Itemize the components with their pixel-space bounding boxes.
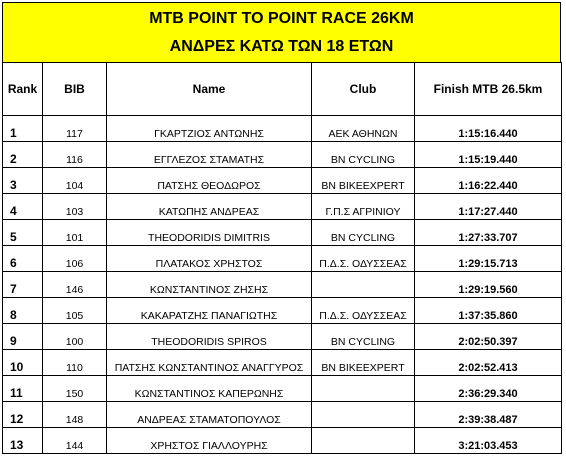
table-row [3, 272, 562, 298]
club-cell: Γ.Π.Σ ΑΓΡΙΝΙΟΥ [312, 194, 415, 220]
rider-name-cell: ΠΑΤΣΗΣ ΚΩΝΣΤΑΝΤΙΝΟΣ ΑΝΑΓΓΥΡΟΣ [107, 350, 312, 376]
club-cell [312, 376, 415, 402]
finish-time-cell: 2:39:38.487 [415, 402, 562, 428]
club-cell: Π.Δ.Σ. ΟΔΥΣΣΕΑΣ [312, 298, 415, 324]
rank-cell: 11 [3, 376, 43, 402]
rank-cell: 6 [3, 246, 43, 272]
club-cell: BN CYCLING [312, 324, 415, 350]
table-row [3, 324, 562, 350]
bib-cell: 146 [43, 272, 107, 298]
table-row [3, 194, 562, 220]
finish-time-cell: 2:02:50.397 [415, 324, 562, 350]
rider-name-cell: ΚΩΝΣΤΑΝΤΙΝΟΣ ΖΗΣΗΣ [107, 272, 312, 298]
finish-time-cell: 3:21:03.453 [415, 428, 562, 454]
table-row [3, 350, 562, 376]
rank-cell: 2 [3, 142, 43, 168]
table-row [3, 168, 562, 194]
rider-name-cell: ΚΩΝΣΤΑΝΤΙΝΟΣ ΚΑΠΕΡΩΝΗΣ [107, 376, 312, 402]
finish-time-cell: 1:15:16.440 [415, 116, 562, 142]
rider-name-cell: ΕΓΓΛΕΖΟΣ ΣΤΑΜΑΤΗΣ [107, 142, 312, 168]
club-cell [312, 402, 415, 428]
table-row [3, 428, 562, 454]
finish-time-cell: 1:29:19.560 [415, 272, 562, 298]
bib-cell: 148 [43, 402, 107, 428]
rank-cell: 5 [3, 220, 43, 246]
col-header-finish: Finish MTB 26.5km [415, 63, 562, 116]
table-row [3, 298, 562, 324]
club-cell [312, 272, 415, 298]
finish-time-cell: 1:29:15.713 [415, 246, 562, 272]
club-cell: Π.Δ.Σ. ΟΔΥΣΣΕΑΣ [312, 246, 415, 272]
race-title: MTB POINT TO POINT RACE 26KM [149, 10, 414, 27]
col-header-rank: Rank [3, 63, 43, 116]
title-banner [2, 2, 561, 62]
col-header-name: Name [107, 63, 312, 116]
finish-time-cell: 1:37:35.860 [415, 298, 562, 324]
rank-cell: 8 [3, 298, 43, 324]
finish-time-cell: 2:36:29.340 [415, 376, 562, 402]
bib-cell: 150 [43, 376, 107, 402]
club-cell: ΑΕΚ ΑΘΗΝΩΝ [312, 116, 415, 142]
club-cell: BN BIKEEXPERT [312, 168, 415, 194]
bib-cell: 103 [43, 194, 107, 220]
table-row [3, 142, 562, 168]
club-cell: BN BIKEEXPERT [312, 350, 415, 376]
results-sheet [2, 2, 561, 454]
finish-time-cell: 1:15:19.440 [415, 142, 562, 168]
bib-cell: 101 [43, 220, 107, 246]
rank-cell: 13 [3, 428, 43, 454]
club-cell: BN CYCLING [312, 142, 415, 168]
table-row [3, 220, 562, 246]
rider-name-cell: ΧΡΗΣΤΟΣ ΓΙΑΛΛΟΥΡΗΣ [107, 428, 312, 454]
finish-time-cell: 1:27:33.707 [415, 220, 562, 246]
col-header-bib: BIB [43, 63, 107, 116]
bib-cell: 106 [43, 246, 107, 272]
col-header-club: Club [312, 63, 415, 116]
category-title: ΑΝΔΡΕΣ ΚΑΤΩ ΤΩΝ 18 ΕΤΩΝ [169, 38, 394, 55]
club-cell [312, 428, 415, 454]
bib-cell: 116 [43, 142, 107, 168]
bib-cell: 104 [43, 168, 107, 194]
finish-time-cell: 1:17:27.440 [415, 194, 562, 220]
bib-cell: 100 [43, 324, 107, 350]
table-row [3, 116, 562, 142]
header-row [3, 63, 562, 116]
bib-cell: 110 [43, 350, 107, 376]
rank-cell: 9 [3, 324, 43, 350]
table-row [3, 402, 562, 428]
club-cell: BN CYCLING [312, 220, 415, 246]
finish-time-cell: 1:16:22.440 [415, 168, 562, 194]
rank-cell: 10 [3, 350, 43, 376]
rider-name-cell: ΠΑΤΣΗΣ ΘΕΟΔΩΡΟΣ [107, 168, 312, 194]
rank-cell: 4 [3, 194, 43, 220]
bib-cell: 117 [43, 116, 107, 142]
rider-name-cell: ΑΝΔΡΕΑΣ ΣΤΑΜΑΤΟΠΟΥΛΟΣ [107, 402, 312, 428]
rider-name-cell: ΚΑΚΑΡΑΤΖΗΣ ΠΑΝΑΓΙΩΤΗΣ [107, 298, 312, 324]
finish-time-cell: 2:02:52.413 [415, 350, 562, 376]
results-body [3, 116, 562, 454]
table-row [3, 376, 562, 402]
bib-cell: 144 [43, 428, 107, 454]
rank-cell: 1 [3, 116, 43, 142]
rank-cell: 12 [3, 402, 43, 428]
rider-name-cell: ΚΑΤΩΠΗΣ ΑΝΔΡΕΑΣ [107, 194, 312, 220]
rider-name-cell: THEODORIDIS DIMITRIS [107, 220, 312, 246]
table-row [3, 246, 562, 272]
rank-cell: 7 [3, 272, 43, 298]
rider-name-cell: ΓΚΑΡΤΖΙΟΣ ΑΝΤΩΝΗΣ [107, 116, 312, 142]
rank-cell: 3 [3, 168, 43, 194]
results-table [2, 62, 562, 454]
rider-name-cell: THEODORIDIS SPIROS [107, 324, 312, 350]
bib-cell: 105 [43, 298, 107, 324]
rider-name-cell: ΠΛΑΤΑΚΟΣ ΧΡΗΣΤΟΣ [107, 246, 312, 272]
